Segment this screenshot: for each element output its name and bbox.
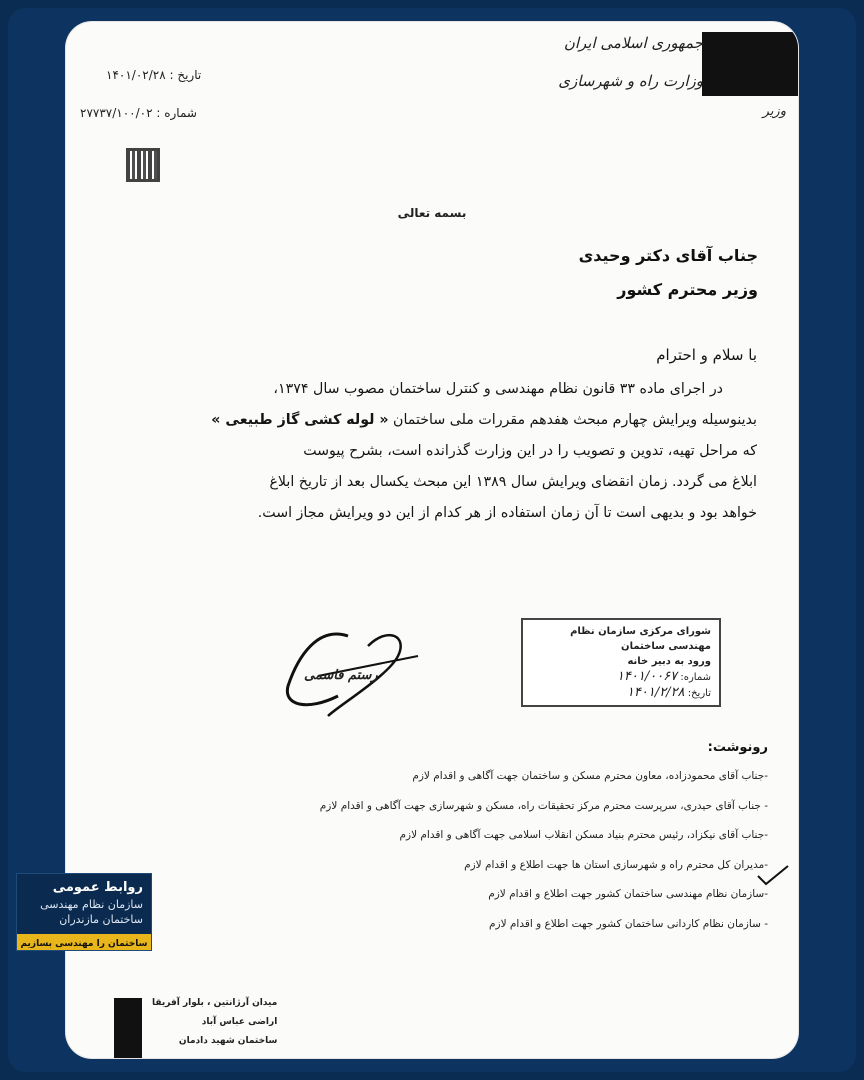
body-line-2 [211, 405, 757, 436]
cc-item: - سازمان نظام کاردانی ساختمان کشور جهت اطلاع و اقدام لازم [489, 917, 768, 930]
footer-line-2: اراضی عباس آباد [201, 1017, 278, 1027]
stamp-date-value: ۱۴۰۱/۲/۲۸ [626, 685, 685, 700]
stamp-number-label: شماره: [680, 672, 711, 683]
receipt-stamp [521, 618, 721, 707]
number-label: شماره : ۲۷۷۳۷/۱۰۰/۰۲ [80, 106, 197, 120]
body-line-5: خواهد بود و بدیهی است تا آن زمان استفاده از هر کدام از این دو ویرایش مجاز است. [257, 505, 757, 521]
cc-list [248, 766, 768, 943]
organization-logo [16, 873, 152, 951]
stamp-entry: ورود به دبیر خانه [627, 656, 711, 667]
stamp-date-label: تاریخ: [687, 688, 711, 699]
body-line-4: ابلاغ می گردد. زمان انقضای ویرایش سال ۱۳۸۹ این مبحث یکسال بعد از تاریخ ابلاغ [269, 474, 757, 490]
stamp-date-row [531, 685, 711, 701]
stamp-org: شورای مرکزی سازمان نظام مهندسی ساختمان [570, 626, 711, 652]
redacted-footer-block [114, 998, 142, 1058]
body-line-3: که مراحل تهیه، تدوین و تصویب را در این وزارت گذرانده است، بشرح پیوست [303, 443, 757, 459]
logo-tagline: ساختمان را مهندسی بسازیم [20, 939, 148, 949]
cc-item: -جناب آقای محمودزاده، معاون محترم مسکن و ساختمان جهت آگاهی و اقدام لازم [412, 770, 768, 782]
cc-item: - جناب آقای حیدری، سرپرست محترم مرکز تحقیقات راه، مسکن و شهرسازی جهت آگاهی و اقدام لازم [319, 799, 768, 812]
recipient-title: وزیر محترم کشور [617, 280, 758, 299]
stamp-number-row [531, 669, 711, 685]
qr-code [126, 148, 160, 182]
cc-title: رونوشت: [707, 740, 768, 755]
cc-item: -سازمان نظام مهندسی ساختمان کشور جهت اطلاع و اقدام لازم [488, 888, 768, 900]
logo-line-3: ساختمان مازندران [59, 913, 143, 926]
footer-address [152, 994, 277, 1051]
check-mark [756, 864, 790, 886]
body-line-1: در اجرای ماده ۳۳ قانون نظام مهندسی و کنترل ساختمان مصوب سال ۱۳۷۴، [273, 381, 723, 397]
signatory-name: رستم قاسمی [304, 668, 378, 683]
republic-label: جمهوری اسلامی ایران [563, 34, 703, 52]
greeting-text: با سلام و احترام [656, 346, 757, 364]
ministry-label: وزارت راه و شهرسازی [558, 72, 703, 90]
footer-line-1: میدان آرژانتین ، بلوار آفریقا [152, 998, 278, 1008]
date-label: تاریخ : ۱۴۰۱/۰۲/۲۸ [106, 68, 202, 82]
letter-page [66, 22, 798, 1058]
footer-line-3: ساختمان شهید دادمان [178, 1036, 278, 1046]
recipient-name: جناب آقای دکتر وحیدی [578, 246, 758, 265]
letter-body [211, 338, 757, 529]
stamp-number-value: ۱۴۰۱/۰۰۶۷ [616, 669, 678, 684]
greeting [211, 338, 757, 372]
cc-item: -مدیران کل محترم راه و شهرسازی استان ها جهت اطلاع و اقدام لازم [464, 858, 768, 871]
redacted-emblem [702, 32, 798, 96]
logo-line-2: سازمان نظام مهندسی [40, 898, 143, 911]
body-line-2-text: بدینوسیله ویرایش چهارم مبحث هفدهم مقررات ملی ساختمان [393, 412, 757, 428]
cc-item: -جناب آقای نیکزاد، رئیس محترم بنیاد مسکن انقلاب اسلامی جهت آگاهی و اقدام لازم [399, 829, 768, 841]
bismillah: بسمه تعالی [397, 206, 467, 220]
logo-line-1: روابط عمومی [52, 880, 143, 895]
role-label: وزیر [762, 104, 786, 119]
topic-title: « لوله کشی گاز طبیعی » [211, 412, 389, 428]
